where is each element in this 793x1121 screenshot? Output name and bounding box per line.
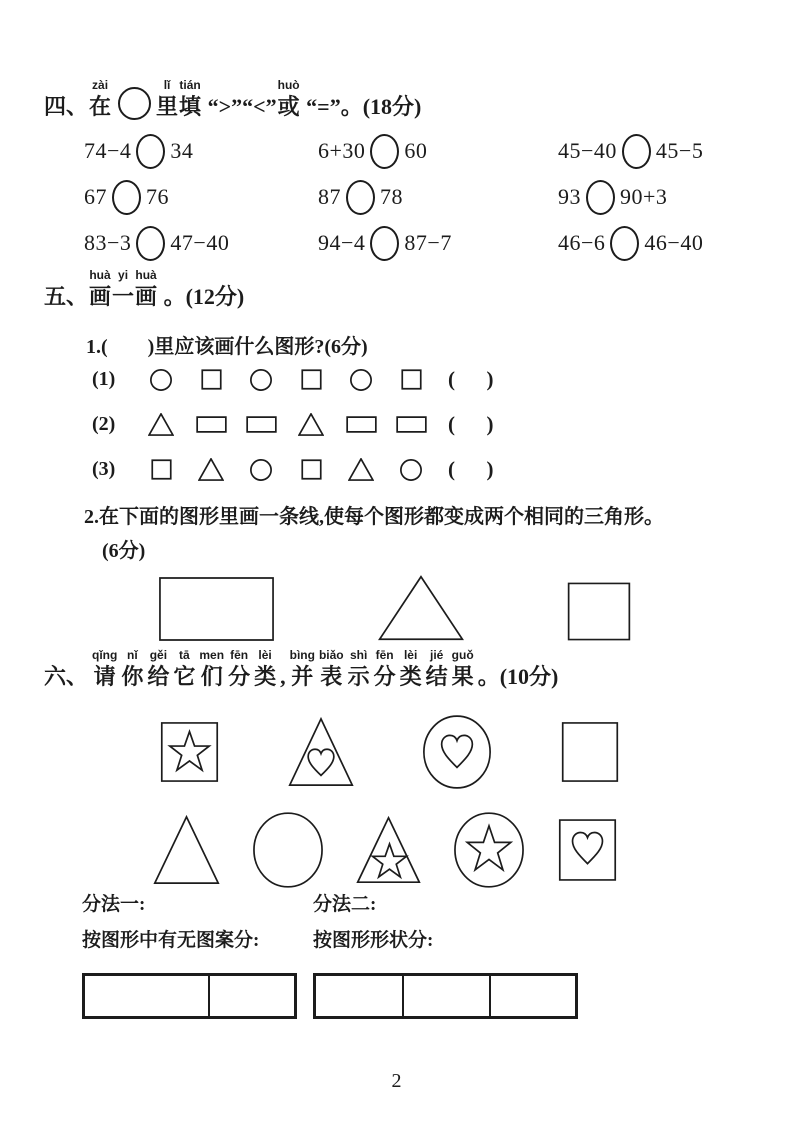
hanzi-text: 果 (451, 664, 474, 689)
heading-segment (280, 648, 286, 690)
comparison-item (558, 128, 703, 174)
section6-heading (44, 648, 558, 690)
comparison-item (558, 220, 703, 266)
pinyin-text: gěi (149, 648, 168, 662)
triangle-star-shape (355, 815, 422, 885)
shape-slot (236, 416, 286, 433)
heading-segment (179, 78, 201, 120)
rect-shape (346, 416, 377, 433)
hanzi-text: 。(12分) (158, 284, 245, 309)
circle-shape (350, 369, 372, 391)
classify-shapes-row-1 (158, 712, 621, 792)
comparison-item (558, 174, 703, 220)
right-expression: 34 (170, 138, 194, 163)
triangle-shape (298, 413, 324, 436)
left-expression: 94−4 (318, 230, 366, 255)
pattern-rows (92, 357, 494, 492)
answer-table-cell[interactable] (316, 976, 402, 1016)
heading-segment (426, 648, 448, 690)
left-expression: 93 (558, 184, 581, 209)
hanzi-text: 画 (135, 284, 158, 309)
heading-segment (400, 648, 422, 690)
classify-shapes-row-2 (152, 808, 619, 892)
pinyin-text: fēn (230, 648, 249, 662)
pinyin-text: guǒ (451, 648, 474, 662)
answer-table-cell[interactable] (208, 976, 294, 1016)
hanzi-text: 结 (425, 664, 448, 689)
pattern-row-1 (92, 357, 494, 402)
comparison-item (84, 220, 318, 266)
shape-slot (386, 416, 436, 433)
pinyin-text: men (199, 648, 225, 662)
shape-slot (186, 369, 236, 390)
comparison-grid (84, 128, 703, 266)
pattern-label: (2) (92, 413, 116, 435)
page-number: 2 (391, 1070, 402, 1092)
square-shape (151, 459, 172, 480)
triangle-shape (148, 413, 174, 436)
heading-segment (121, 648, 143, 690)
bigsquare-shape (566, 581, 632, 642)
method-1-title: 分法一: (82, 894, 146, 915)
pattern-row-3 (92, 447, 494, 492)
answer-circle[interactable] (370, 226, 399, 261)
hanzi-text: 分 (373, 664, 396, 689)
hanzi-text: 它 (173, 664, 196, 689)
triangle-shape (348, 458, 374, 481)
pinyin-text: lèi (403, 648, 418, 662)
left-expression: 83−3 (84, 230, 132, 255)
shape-slot (286, 459, 336, 480)
shape-slot (287, 716, 355, 788)
shape-slot (236, 459, 286, 481)
answer-circle[interactable] (610, 226, 639, 261)
heading-segment (278, 78, 300, 120)
right-expression: 47−40 (170, 230, 230, 255)
shape-slot (136, 369, 186, 391)
method-2-title: 分法二: (313, 894, 377, 915)
shape-slot (556, 816, 619, 884)
shape-slot (152, 814, 221, 886)
shape-slot (136, 413, 186, 436)
hanzi-text: 在 (89, 94, 112, 119)
pinyin-text: jié (429, 648, 444, 662)
left-expression: 6+30 (318, 138, 366, 163)
hanzi-text: 。(10分) (477, 664, 559, 689)
method-2-answer-table (313, 973, 578, 1019)
heading-segment (290, 648, 315, 690)
left-expression: 67 (84, 184, 107, 209)
hanzi-text: 六、 (44, 664, 89, 689)
square-shape (301, 369, 322, 390)
pinyin-text: huò (277, 78, 300, 92)
pattern-shapes (136, 458, 436, 481)
section5-heading (44, 268, 244, 310)
hanzi-text: 五、 (44, 284, 89, 309)
pinyin-text: huà (89, 268, 111, 282)
left-expression: 46−6 (558, 230, 606, 255)
answer-blank[interactable]: ( ) (448, 412, 494, 436)
shape-slot (336, 458, 386, 481)
answer-circle[interactable] (586, 180, 615, 215)
square-shape (201, 369, 222, 390)
hanzi-text: 你 (121, 664, 144, 689)
shape-slot (186, 458, 236, 481)
shape-slot (158, 719, 221, 785)
answer-circle[interactable] (370, 134, 399, 169)
answer-table-cell[interactable] (489, 976, 575, 1016)
right-expression: 46−40 (644, 230, 704, 255)
pattern-shapes (136, 369, 436, 391)
pattern-label: (1) (92, 368, 116, 390)
hanzi-text: 请 (93, 664, 116, 689)
hanzi-text: 给 (147, 664, 170, 689)
pinyin-text: fēn (375, 648, 394, 662)
circle-shape (150, 369, 172, 391)
heading-segment (135, 268, 157, 310)
pinyin-text: bìng (289, 648, 315, 662)
circle-shape (250, 459, 272, 481)
shape-slot (386, 369, 436, 390)
answer-circle[interactable] (136, 134, 165, 169)
pinyin-text: tā (179, 648, 190, 662)
comparison-item (84, 128, 318, 174)
heading-segment (348, 648, 370, 690)
hanzi-text: 四、 (44, 94, 89, 119)
answer-circle[interactable] (136, 226, 165, 261)
heading-segment (147, 648, 169, 690)
shape-slot (336, 416, 386, 433)
right-expression: 60 (404, 138, 428, 163)
answer-table-cell[interactable] (85, 976, 208, 1016)
heading-segment (228, 648, 250, 690)
left-expression: 87 (318, 184, 341, 209)
comparison-item (318, 220, 558, 266)
right-expression: 90+3 (620, 184, 668, 209)
pattern-row-2 (92, 402, 494, 447)
shape-slot (336, 369, 386, 391)
pinyin-text: yi (118, 268, 129, 282)
answer-blank[interactable]: ( ) (448, 367, 494, 391)
shape-slot (186, 416, 236, 433)
pinyin-text: tián (179, 78, 201, 92)
shapes-to-divide[interactable] (158, 570, 632, 642)
rect-shape (196, 416, 227, 433)
answer-circle[interactable] (346, 180, 375, 215)
pattern-shapes (136, 413, 436, 436)
hanzi-text: 示 (347, 664, 370, 689)
heading-segment (112, 268, 134, 310)
heading-segment (301, 78, 422, 120)
method-1-block (82, 894, 297, 1019)
left-expression: 45−40 (558, 138, 617, 163)
heading-segment (112, 72, 155, 120)
heading-segment (89, 78, 111, 120)
hanzi-text: 画 (89, 284, 112, 309)
hanzi-text: 表 (320, 664, 343, 689)
right-expression: 87−7 (404, 230, 452, 255)
hanzi-text: 或 (277, 94, 300, 119)
triangle-heart-shape (287, 716, 355, 788)
right-expression: 76 (146, 184, 169, 209)
method-2-desc: 按图形形状分: (313, 930, 434, 951)
shape-slot (452, 810, 526, 890)
heading-segment (202, 78, 277, 120)
pinyin-text: zài (92, 78, 109, 92)
hanzi-text: 类 (254, 664, 277, 689)
shape-slot (421, 713, 493, 791)
hanzi-text: 填 (179, 94, 202, 119)
circle-plain-shape (251, 810, 325, 890)
pinyin-text: qǐng (92, 648, 118, 662)
shape-slot (158, 576, 275, 642)
method-2-block (313, 894, 578, 1019)
circle-star-shape (452, 810, 526, 890)
pinyin-text: lèi (258, 648, 272, 662)
hanzi-text: 里 (156, 94, 179, 119)
pinyin-text: lǐ (163, 78, 171, 92)
pinyin-text: shì (349, 648, 368, 662)
heading-segment (254, 648, 276, 690)
circle-shape (400, 459, 422, 481)
heading-segment (199, 648, 224, 690)
answer-circle[interactable] (622, 134, 651, 169)
comparison-item (318, 174, 558, 220)
shape-slot (566, 581, 632, 642)
shape-slot (236, 369, 286, 391)
square-shape (301, 459, 322, 480)
answer-blank[interactable]: ( ) (448, 457, 494, 481)
shape-slot (559, 719, 621, 785)
heading-segment (158, 268, 244, 310)
question-5-2-line1: 2.在下面的图形里画一条线,使每个图形都变成两个相同的三角形。 (84, 506, 664, 528)
rect-shape (246, 416, 277, 433)
method-1-desc: 按图形中有无图案分: (82, 930, 260, 951)
hanzi-text: 分 (228, 664, 251, 689)
hanzi-text: , (280, 664, 286, 689)
square-plain-shape (559, 719, 621, 785)
hanzi-text: “=”。(18分) (300, 94, 422, 119)
square-star-shape (158, 719, 221, 785)
shape-slot (136, 459, 186, 480)
circle-heart-shape (421, 713, 493, 791)
heading-segment (44, 268, 88, 310)
hanzi-text: 一 (112, 284, 135, 309)
method-1-answer-table (82, 973, 297, 1019)
shape-slot (251, 810, 325, 890)
shape-slot (376, 574, 466, 642)
fill-in-circle[interactable] (118, 87, 151, 120)
comparison-item (318, 128, 558, 174)
heading-segment (173, 648, 195, 690)
heading-segment (319, 648, 344, 690)
triangle-plain-shape (152, 814, 221, 886)
shape-slot (386, 459, 436, 481)
right-expression: 45−5 (655, 138, 704, 163)
pinyin-text: huà (135, 268, 157, 282)
square-heart-shape (556, 816, 619, 884)
right-expression: 78 (380, 184, 403, 209)
rect-shape (396, 416, 427, 433)
answer-table-cell[interactable] (402, 976, 488, 1016)
section4-heading (44, 72, 421, 120)
heading-segment (92, 648, 117, 690)
bigtriangle-shape (376, 574, 466, 642)
heading-segment (44, 78, 88, 120)
heading-segment (452, 648, 474, 690)
hanzi-text: 并 (291, 664, 314, 689)
shape-slot (286, 369, 336, 390)
question-5-1: 1.( )里应该画什么图形?(6分) (86, 336, 368, 358)
question-5-2-line2: (6分) (102, 540, 146, 562)
pinyin-text: nǐ (127, 648, 138, 662)
bigrect-shape (158, 576, 275, 642)
heading-segment (478, 648, 559, 690)
answer-circle[interactable] (112, 180, 141, 215)
heading-segment (374, 648, 396, 690)
heading-segment (89, 268, 111, 310)
comparison-item (84, 174, 318, 220)
square-shape (401, 369, 422, 390)
triangle-shape (198, 458, 224, 481)
circle-shape (250, 369, 272, 391)
hanzi-text: “>”“<” (202, 94, 277, 119)
pattern-label: (3) (92, 458, 116, 480)
hanzi-text: 类 (399, 664, 422, 689)
hanzi-text: 们 (200, 664, 223, 689)
shape-slot (355, 815, 422, 885)
left-expression: 74−4 (84, 138, 132, 163)
shape-slot (286, 413, 336, 436)
pinyin-text: biǎo (318, 648, 344, 662)
heading-segment (156, 78, 178, 120)
heading-segment (44, 648, 88, 690)
